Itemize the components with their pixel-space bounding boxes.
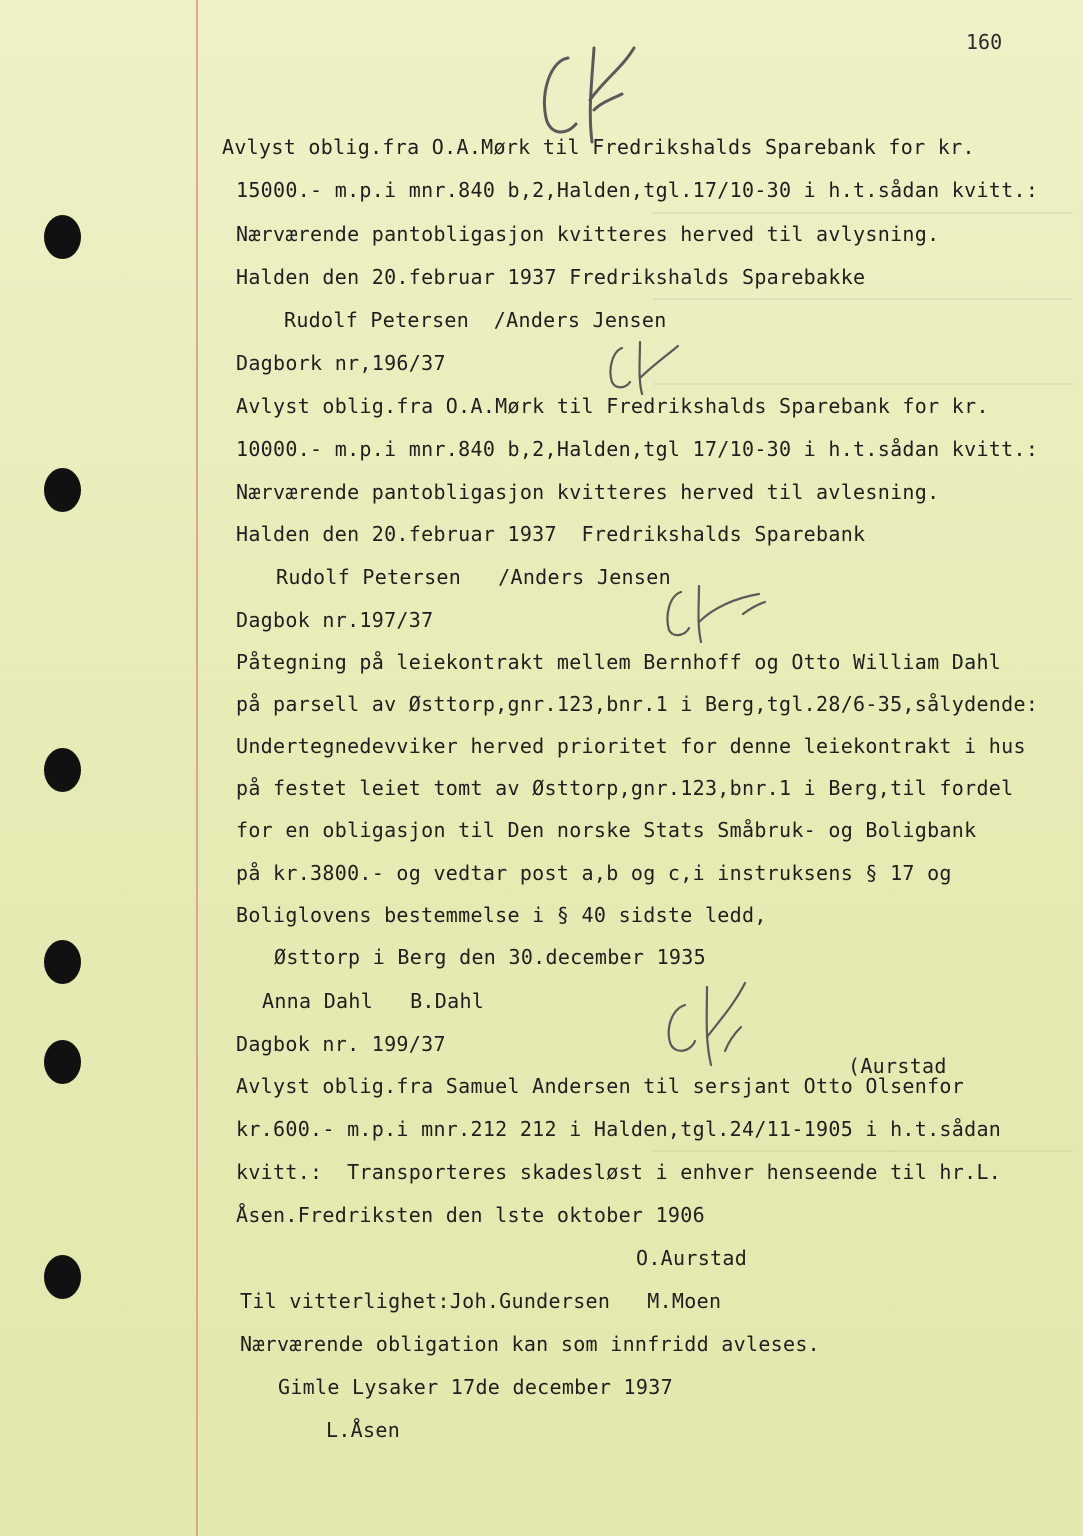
text-line: 15000.- m.p.i mnr.840 b,2,Halden,tgl.17/10-30 i h.t.sådan kvitt.: — [236, 178, 1039, 202]
text-line: Dagbork nr,196/37 — [236, 351, 446, 375]
text-line: Anna Dahl B.Dahl — [262, 989, 485, 1013]
handwritten-initials — [530, 40, 650, 150]
text-line: kvitt.: Transporteres skadesløst i enhver henseende til hr.L. — [236, 1160, 1002, 1184]
text-line: Undertegnedevviker herved prioritet for denne leiekontrakt i hus — [236, 734, 1026, 758]
punch-hole — [44, 215, 81, 259]
text-line: Avlyst oblig.fra Samuel Andersen til sersjant Otto Olsenfor — [236, 1074, 965, 1098]
punch-hole — [44, 940, 81, 984]
text-line: Gimle Lysaker 17de december 1937 — [278, 1375, 673, 1399]
text-line: Halden den 20.februar 1937 Fredrikshalds Sparebakke — [236, 265, 866, 289]
text-line: Til vitterlighet:Joh.Gundersen M.Moen — [240, 1289, 722, 1313]
text-line: for en obligasjon til Den norske Stats Småbruk- og Boligbank — [236, 818, 977, 842]
text-line: på parsell av Østtorp,gnr.123,bnr.1 i Berg,tgl.28/6-35,sålydende: — [236, 692, 1039, 716]
bleed-through — [653, 383, 1073, 385]
text-line: Halden den 20.februar 1937 Fredrikshalds Sparebank — [236, 522, 866, 546]
text-line: Boliglovens bestemmelse i § 40 sidste ledd, — [236, 903, 767, 927]
text-line: kr.600.- m.p.i mnr.212 212 i Halden,tgl.24/11-1905 i h.t.sådan — [236, 1117, 1002, 1141]
text-line: Dagbok nr.197/37 — [236, 608, 434, 632]
text-line: 10000.- m.p.i mnr.840 b,2,Halden,tgl 17/10-30 i h.t.sådan kvitt.: — [236, 437, 1039, 461]
text-line: Rudolf Petersen /Anders Jensen — [284, 308, 667, 332]
punch-hole — [44, 1040, 81, 1084]
punch-hole — [44, 1255, 81, 1299]
text-line: Nærværende pantobligasjon kvitteres herved til avlysning. — [236, 222, 940, 246]
text-line: Nærværende obligation kan som innfridd avleses. — [240, 1332, 821, 1356]
punch-hole — [44, 468, 81, 512]
text-line: Rudolf Petersen /Anders Jensen — [276, 565, 671, 589]
page-number: 160 — [966, 30, 1003, 54]
punch-hole — [44, 748, 81, 792]
bleed-through — [653, 212, 1073, 214]
text-line: Avlyst oblig.fra O.A.Mørk til Fredrikshalds Sparebank for kr. — [222, 135, 975, 159]
margin-note: (Aurstad — [848, 1054, 947, 1078]
text-line: L.Åsen — [326, 1418, 401, 1442]
handwritten-initials — [655, 975, 775, 1070]
handwritten-initials — [600, 338, 690, 398]
text-line: Dagbok nr. 199/37 — [236, 1032, 446, 1056]
text-line: Åsen.Fredriksten den lste oktober 1906 — [236, 1203, 705, 1227]
text-line: på festet leiet tomt av Østtorp,gnr.123,bnr.1 i Berg,til fordel — [236, 776, 1014, 800]
bleed-through — [653, 298, 1073, 300]
text-line: Påtegning på leiekontrakt mellem Bernhoff og Otto William Dahl — [236, 650, 1002, 674]
text-line: Nærværende pantobligasjon kvitteres herved til avlesning. — [236, 480, 940, 504]
text-line: på kr.3800.- og vedtar post a,b og c,i instruksens § 17 og — [236, 861, 952, 885]
handwritten-initials — [655, 578, 775, 648]
text-line: O.Aurstad — [636, 1246, 748, 1270]
margin-line — [196, 0, 198, 1536]
text-line: Avlyst oblig.fra O.A.Mørk til Fredrikshalds Sparebank for kr. — [236, 394, 989, 418]
text-line: Østtorp i Berg den 30.december 1935 — [274, 945, 706, 969]
bleed-through — [653, 1150, 1073, 1152]
